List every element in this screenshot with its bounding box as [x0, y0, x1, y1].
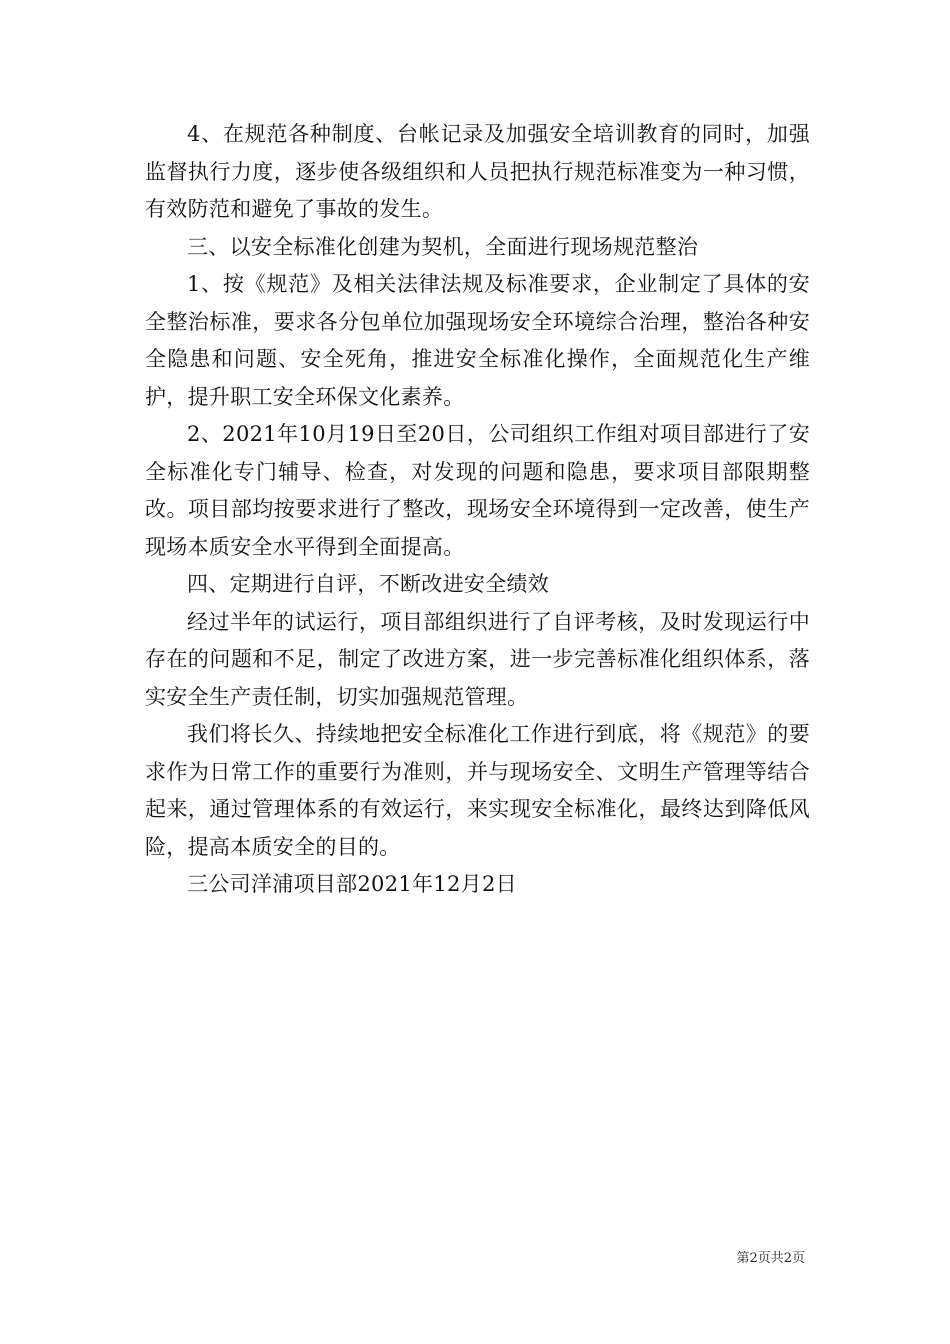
paragraph-item-2: 2、2021年10月19日至20日，公司组织工作组对项目部进行了安全标准化专门辅导、检查，对发现的问题和隐患，要求项目部限期整改。项目部均按要求进行了整改，现场安全环境得到一定改善，使生产现场本质安全水平得到全面提高。 — [145, 422, 810, 559]
paragraph-item-1: 1、按《规范》及相关法律法规及标准要求，企业制定了具体的安全整治标准，要求各分包单位加强现场安全环境综合治理，整治各种安全隐患和问题、安全死角，推进安全标准化操作，全面规范化生产维护，提升职工安全环保文化素养。 — [145, 272, 810, 409]
paragraph-conclusion: 我们将长久、持续地把安全标准化工作进行到底，将《规范》的要求作为日常工作的重要行为准则，并与现场安全、文明生产管理等结合起来，通过管理体系的有效运行，来实现安全标准化，最终达到降低风险，提高本质安全的目的。 — [145, 722, 810, 859]
document-body — [145, 116, 810, 904]
paragraph-item-4: 4、在规范各种制度、台帐记录及加强安全培训教育的同时，加强监督执行力度，逐步使各级组织和人员把执行规范标准变为一种习惯，有效防范和避免了事故的发生。 — [145, 122, 810, 221]
section-heading-4: 四、定期进行自评，不断改进安全绩效 — [187, 572, 550, 596]
page-number-footer: 第2页共2页 — [736, 1251, 805, 1266]
paragraph-self-evaluation: 经过半年的试运行，项目部组织进行了自评考核，及时发现运行中存在的问题和不足，制定了改进方案，进一步完善标准化组织体系，落实安全生产责任制，切实加强规范管理。 — [145, 609, 810, 709]
section-heading-3: 三、以安全标准化创建为契机，全面进行现场规范整治 — [187, 234, 699, 259]
signature-line: 三公司洋浦项目部2021年12月2日 — [187, 872, 517, 896]
